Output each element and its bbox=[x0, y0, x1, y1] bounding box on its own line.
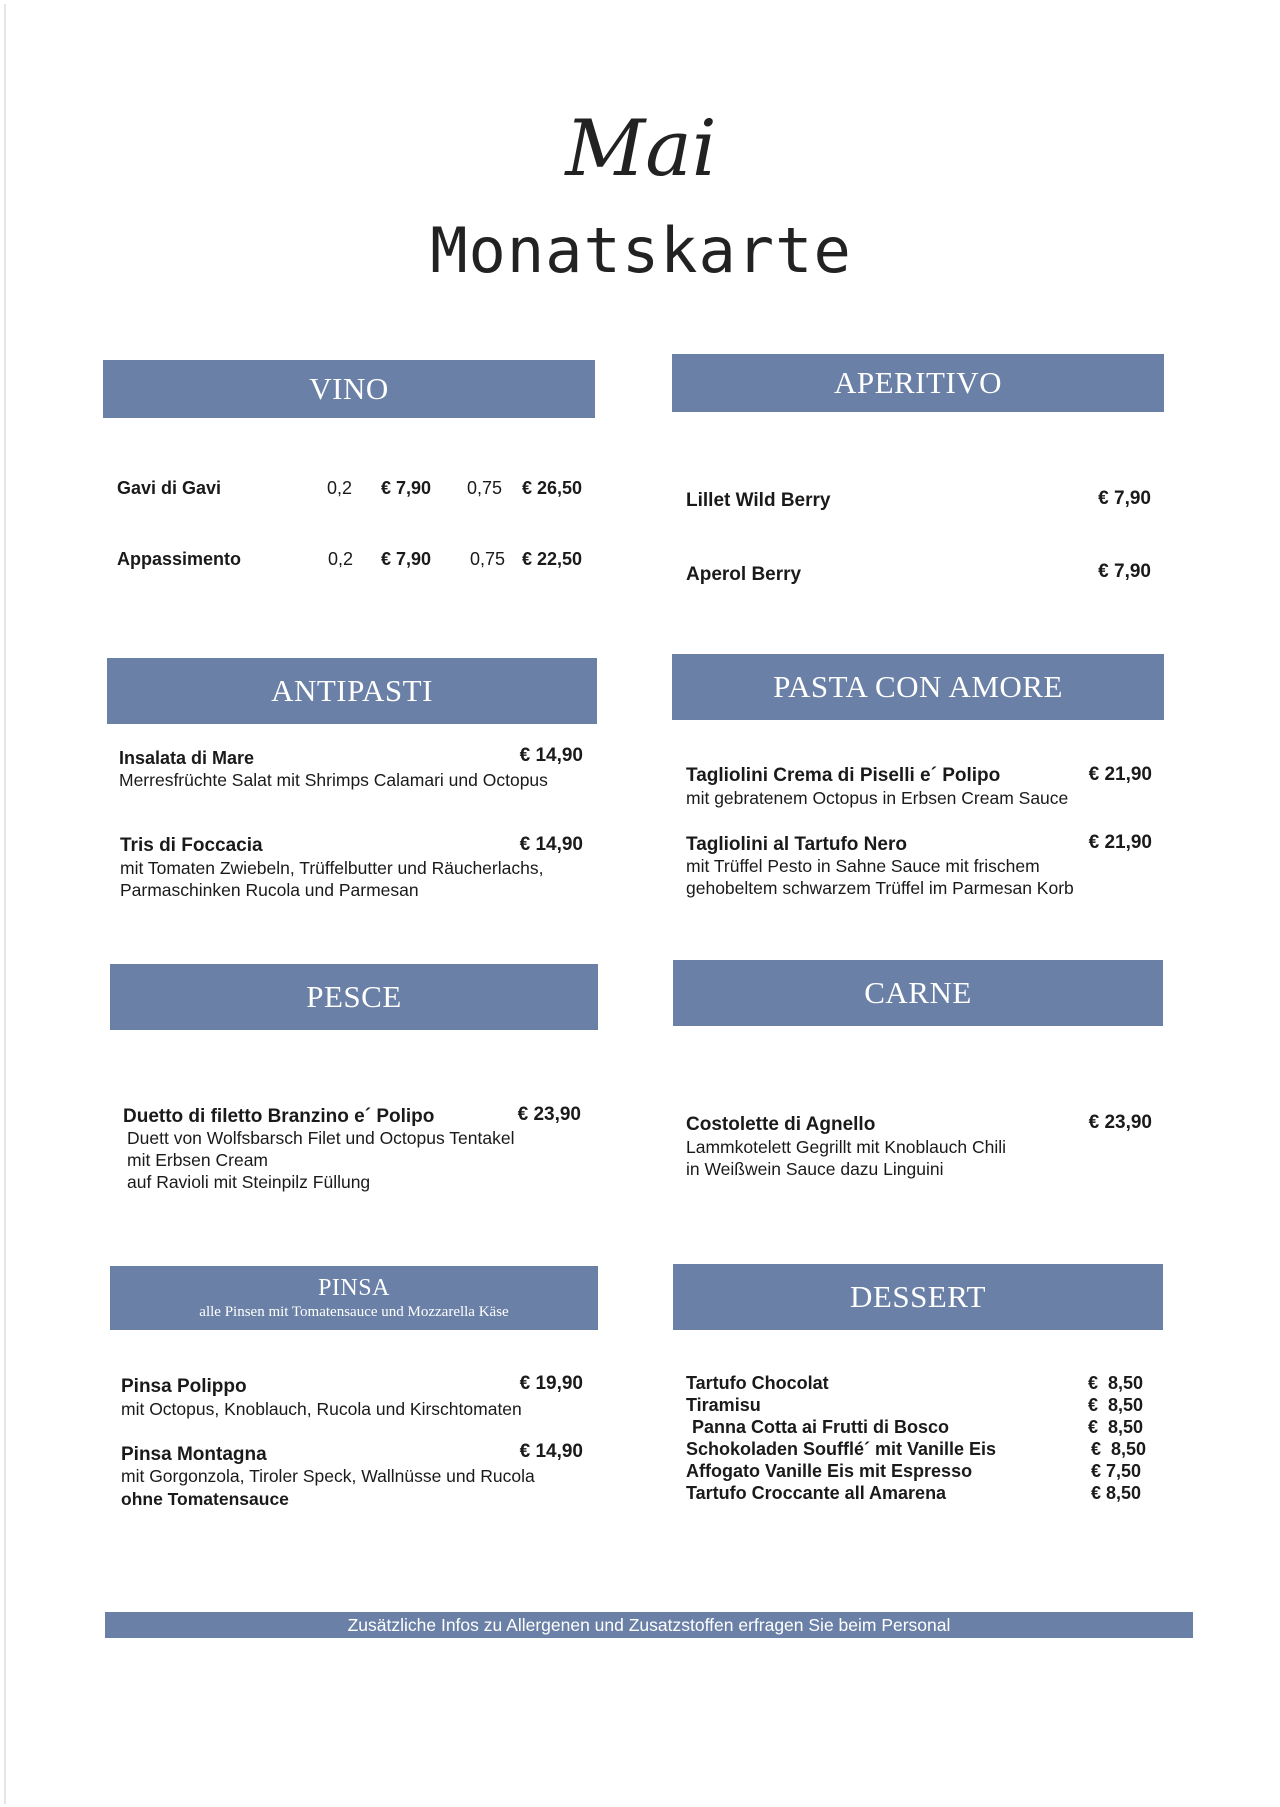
aperitivo-item-price: € 7,90 bbox=[1098, 561, 1151, 582]
aperitivo-item-price: € 7,90 bbox=[1098, 488, 1151, 509]
pinsa-heading: PINSA bbox=[318, 1275, 390, 1301]
antipasti-item-desc: Merresfrüchte Salat mit Shrimps Calamari und Octopus bbox=[119, 770, 548, 790]
pasta-heading: PASTA CON AMORE bbox=[773, 669, 1063, 704]
wine-price-large: € 26,50 bbox=[522, 478, 583, 498]
antipasti-item-name: Tris di Foccacia bbox=[120, 835, 263, 856]
pinsa-item-price: € 14,90 bbox=[519, 1441, 583, 1462]
allergen-note: Zusätzliche Infos zu Allergenen und Zusatzstoffen erfragen Sie beim Personal bbox=[347, 1614, 951, 1635]
aperitivo-header bbox=[672, 354, 1164, 412]
antipasti-item-price: € 14,90 bbox=[519, 834, 583, 855]
carne-item-name: Costolette di Agnello bbox=[686, 1114, 876, 1135]
dessert-item-name: Schokoladen Soufflé´ mit Vanille Eis bbox=[686, 1439, 997, 1459]
wine-price-small: € 7,90 bbox=[381, 478, 432, 498]
vino-heading: VINO bbox=[309, 371, 389, 406]
aperitivo-item-name: Lillet Wild Berry bbox=[686, 490, 831, 511]
pinsa-item-name: Pinsa Montagna bbox=[121, 1444, 267, 1465]
carne-header bbox=[673, 960, 1163, 1026]
antipasti-item-price: € 14,90 bbox=[519, 745, 583, 766]
pasta-item-price: € 21,90 bbox=[1088, 832, 1152, 853]
wine-size-large: 0,75 bbox=[470, 549, 506, 569]
pinsa-header bbox=[110, 1266, 598, 1330]
dessert-item-price: € 8,50 bbox=[1088, 1373, 1144, 1393]
page-title: Monatskarte bbox=[430, 214, 852, 287]
pinsa-item-desc: mit Gorgonzola, Tiroler Speck, Wallnüsse und Rucola bbox=[121, 1466, 535, 1486]
dessert-item-name: Panna Cotta ai Frutti di Bosco bbox=[692, 1417, 950, 1437]
wine-price-small: € 7,90 bbox=[381, 549, 432, 569]
pesce-item-price: € 23,90 bbox=[517, 1104, 581, 1125]
carne-item-desc: in Weißwein Sauce dazu Linguini bbox=[686, 1159, 944, 1179]
dessert-item-price: € 8,50 bbox=[1088, 1417, 1144, 1437]
pesce-item-desc: auf Ravioli mit Steinpilz Füllung bbox=[127, 1172, 371, 1192]
pinsa-item-desc: mit Octopus, Knoblauch, Rucola und Kirschtomaten bbox=[121, 1399, 522, 1419]
pasta-item-name: Tagliolini al Tartufo Nero bbox=[686, 834, 907, 855]
menu-page bbox=[4, 4, 1276, 1804]
dessert-item-price: € 8,50 bbox=[1088, 1395, 1144, 1415]
dessert-item-price: € 8,50 bbox=[1091, 1439, 1147, 1459]
antipasti-header bbox=[107, 658, 597, 724]
dessert-item-price: € 7,50 bbox=[1091, 1461, 1142, 1481]
pinsa-item-name: Pinsa Polippo bbox=[121, 1376, 247, 1397]
dessert-item-name: Tartufo Croccante all Amarena bbox=[686, 1483, 947, 1503]
pesce-item-desc: Duett von Wolfsbarsch Filet und Octopus Tentakel bbox=[127, 1128, 515, 1148]
wine-name: Appassimento bbox=[117, 549, 242, 569]
pesce-heading: PESCE bbox=[306, 979, 402, 1014]
dessert-item-name: Tiramisu bbox=[686, 1395, 761, 1415]
antipasti-heading: ANTIPASTI bbox=[271, 673, 433, 708]
dessert-heading: DESSERT bbox=[850, 1279, 986, 1314]
allergen-footer bbox=[105, 1612, 1193, 1638]
pasta-item-price: € 21,90 bbox=[1088, 764, 1152, 785]
pesce-item-name: Duetto di filetto Branzino e´ Polipo bbox=[123, 1106, 435, 1127]
pasta-item-desc: mit gebratenem Octopus in Erbsen Cream Sauce bbox=[686, 788, 1069, 808]
pasta-header bbox=[672, 654, 1164, 720]
month-title: Mai bbox=[565, 104, 717, 194]
pasta-item-name: Tagliolini Crema di Piselli e´ Polipo bbox=[686, 765, 1001, 786]
wine-size-large: 0,75 bbox=[467, 478, 503, 498]
wine-name: Gavi di Gavi bbox=[117, 478, 222, 498]
pasta-item-desc: gehobeltem schwarzem Trüffel im Parmesan Korb bbox=[686, 878, 1074, 898]
antipasti-item-desc: mit Tomaten Zwiebeln, Trüffelbutter und Räucherlachs, bbox=[120, 858, 544, 878]
aperitivo-heading: APERITIVO bbox=[833, 365, 1003, 400]
antipasti-item-name: Insalata di Mare bbox=[119, 748, 255, 768]
wine-price-large: € 22,50 bbox=[522, 549, 583, 569]
dessert-item-name: Tartufo Chocolat bbox=[686, 1373, 829, 1393]
wine-size-small: 0,2 bbox=[327, 478, 353, 498]
pasta-item-desc: mit Trüffel Pesto in Sahne Sauce mit frischem bbox=[686, 856, 1040, 876]
pesce-item-desc: mit Erbsen Cream bbox=[127, 1150, 269, 1170]
pesce-header bbox=[110, 964, 598, 1030]
aperitivo-item-name: Aperol Berry bbox=[686, 564, 802, 585]
carne-item-price: € 23,90 bbox=[1088, 1112, 1152, 1133]
pinsa-item-price: € 19,90 bbox=[519, 1373, 583, 1394]
carne-item-desc: Lammkotelett Gegrillt mit Knoblauch Chili bbox=[686, 1137, 1006, 1157]
dessert-item-price: € 8,50 bbox=[1091, 1483, 1142, 1503]
carne-heading: CARNE bbox=[864, 975, 972, 1010]
pinsa-item-note: ohne Tomatensauce bbox=[121, 1489, 289, 1509]
wine-size-small: 0,2 bbox=[328, 549, 354, 569]
vino-header bbox=[103, 360, 595, 418]
pinsa-subheading: alle Pinsen mit Tomatensauce und Mozzarella Käse bbox=[199, 1304, 509, 1320]
dessert-item-name: Affogato Vanille Eis mit Espresso bbox=[686, 1461, 973, 1481]
antipasti-item-desc: Parmaschinken Rucola und Parmesan bbox=[120, 880, 419, 900]
dessert-header bbox=[673, 1264, 1163, 1330]
